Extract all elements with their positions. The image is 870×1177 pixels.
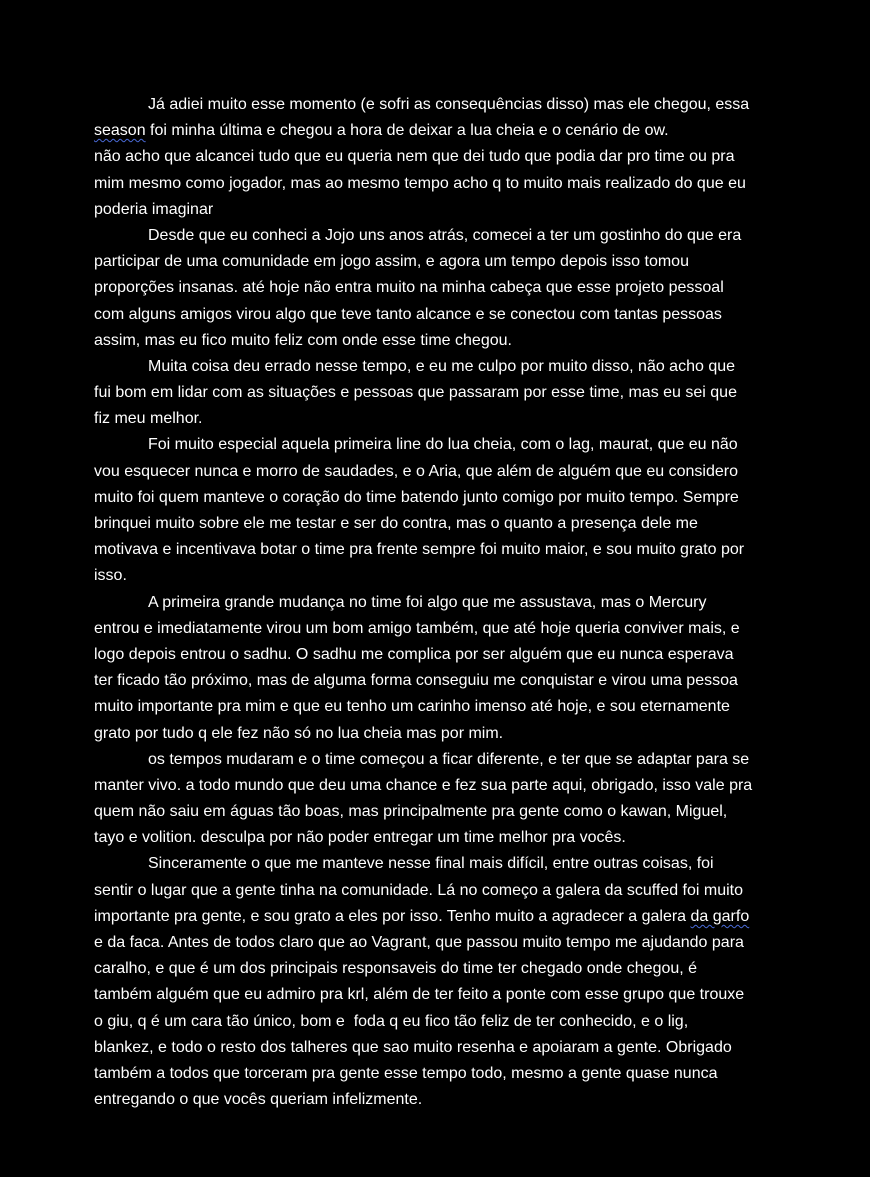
text-line: entregando o que vocês queriam infelizmente. [94,1091,423,1109]
text-line: Desde que eu conheci a Jojo uns anos atrás, comecei a ter um gostinho do que era [148,226,742,244]
text-line: A primeira grande mudança no time foi algo que me assustava, mas o Mercury [148,593,707,611]
text-line: mim mesmo como jogador, mas ao mesmo tempo acho q to muito mais realizado do que eu [94,174,746,192]
text-line: blankez, e todo o resto dos talheres que sao muito resenha e apoiaram a gente. Obrigado [94,1038,732,1056]
text-line: quem não saiu em águas tão boas, mas principalmente pra gente como o kawan, Miguel, [94,803,728,821]
text-line: entrou e imediatamente virou um bom amigo também, que até hoje queria conviver mais, e [94,619,740,637]
spellcheck-flagged-word: da garfo [690,907,750,925]
spellcheck-flagged-word: season [94,122,146,140]
text-line: manter vivo. a todo mundo que deu uma chance e fez sua parte aqui, obrigado, isso vale pra [94,776,753,794]
text-line [94,118,784,144]
text-line: também a todos que torceram pra gente esse tempo todo, mesmo a gente quase nunca [94,1064,718,1082]
text-line: não acho que alcancei tudo que eu queria nem que dei tudo que podia dar pro time ou pra [94,148,735,166]
text-line: fui bom em lidar com as situações e pessoas que passaram por esse time, mas eu sei que [94,384,737,402]
text-line: e da faca. Antes de todos claro que ao Vagrant, que passou muito tempo me ajudando para [94,934,744,951]
text-line: logo depois entrou o sadhu. O sadhu me complica por ser alguém que eu nunca esperava [94,645,734,663]
text-line: os tempos mudaram e o time começou a ficar diferente, e ter que se adaptar para se [148,750,750,768]
text-line: caralho, e que é um dos principais responsaveis do time ter chegado onde chegou, é [94,960,698,978]
text-line: motivava e incentivava botar o time pra frente sempre foi muito maior, e sou muito grato por [94,541,745,559]
text-line: assim, mas eu fico muito feliz com onde esse time chegou. [94,331,512,349]
document-body [94,92,784,1113]
text-line: proporções insanas. até hoje não entra muito na minha cabeça que esse projeto pessoal [94,279,724,297]
text-line: Foi muito especial aquela primeira line do lua cheia, com o lag, maurat, que eu não [148,436,738,454]
text-line: o giu, q é um cara tão único, bom e foda q eu fico tão feliz de ter conhecido, e o lig, [94,1012,689,1030]
text-line: Já adiei muito esse momento (e sofri as consequências disso) mas ele chegou, essa [148,96,750,113]
text-line: brinquei muito sobre ele me testar e ser do contra, mas o quanto a presença dele me [94,515,698,532]
text-line [94,904,784,930]
text-line: ter ficado tão próximo, mas de alguma forma conseguiu me conquistar e virou uma pessoa [94,672,738,690]
text-line: vou esquecer nunca e morro de saudades, e o Aria, que além de alguém que eu considero [94,462,738,480]
text-line: muito importante pra mim e que eu tenho um carinho imenso até hoje, e sou eternamente [94,698,730,716]
text-line: isso. [94,567,127,585]
text-fragment: importante pra gente, e sou grato a eles por isso. Tenho muito a agradecer a galera [94,907,691,925]
text-line: Sinceramente o que me manteve nesse final mais difícil, entre outras coisas, foi [148,855,714,873]
text-line: grato por tudo q ele fez não só no lua cheia mas por mim. [94,724,504,742]
text-line: também alguém que eu admiro pra krl, além de ter feito a ponte com esse grupo que trouxe [94,986,745,1004]
text-line: tayo e volition. desculpa por não poder entregar um time melhor pra vocês. [94,829,626,847]
text-fragment: foi minha última e chegou a hora de deixar a lua cheia e o cenário de ow. [145,122,669,140]
text-line: poderia imaginar [94,200,214,218]
text-line: participar de uma comunidade em jogo assim, e agora um tempo depois isso tomou [94,253,689,271]
text-line: fiz meu melhor. [94,410,203,428]
text-line: com alguns amigos virou algo que teve tanto alcance e se conectou com tantas pessoas [94,305,722,323]
text-line: sentir o lugar que a gente tinha na comunidade. Lá no começo a galera da scuffed foi muito [94,881,744,899]
text-line: Muita coisa deu errado nesse tempo, e eu me culpo por muito disso, não acho que [148,357,736,375]
text-line: muito foi quem manteve o coração do time batendo junto comigo por muito tempo. Sempre [94,488,739,506]
